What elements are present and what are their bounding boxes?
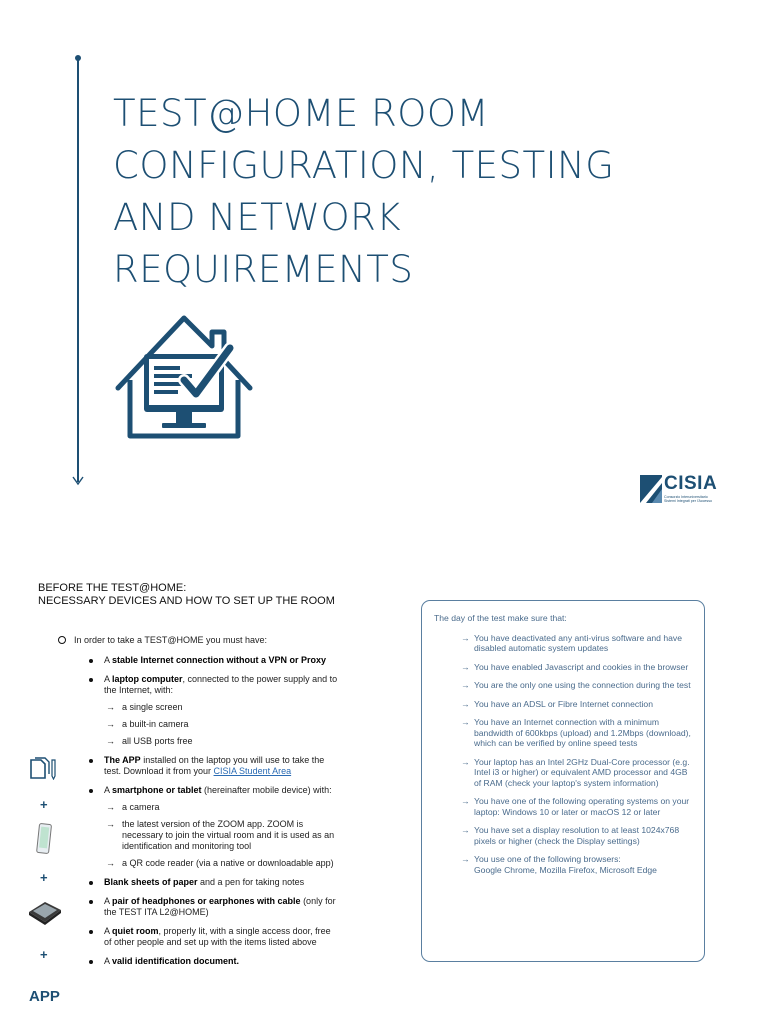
sub-item: → the latest version of the ZOOM app. ZOOM is necessary to join the virtual room and it is used as an identification and monitoring tool xyxy=(106,819,339,852)
list-item: A valid identification document. xyxy=(89,956,339,967)
list-item: Blank sheets of paper and a pen for taking notes xyxy=(89,877,339,888)
sub-item: → all USB ports free xyxy=(106,736,339,747)
checklist-item: → You have an Internet connection with a minimum bandwidth of 600kbps (upload) and 1.2Mbps (download), which can be verified by online speed tests xyxy=(434,717,694,749)
list-item: A smartphone or tablet (hereinafter mobile device) with: → a camera → the latest version of the ZOOM app. ZOOM is necessary to join the virtual room and it is used as an identification and monitoring tool → a QR code reader (via a native or downloadable app) xyxy=(89,785,339,869)
logo-wordmark: CISIA xyxy=(664,473,718,494)
browsers-intro: → You use one of the following browsers: xyxy=(474,854,621,864)
laptop-icon xyxy=(27,896,63,926)
cisia-logo-mark-icon xyxy=(640,475,662,503)
timeline-line xyxy=(77,60,79,482)
title-line-3: AND NETWORK xyxy=(113,196,402,239)
list-item: A stable Internet connection without a VPN or Proxy xyxy=(89,655,339,666)
plus-icon: + xyxy=(40,797,48,812)
section-title-line-1: BEFORE THE TEST@HOME: xyxy=(38,582,187,594)
browsers-list: Google Chrome, Mozilla Firefox, Microsoft Edge xyxy=(474,864,657,875)
sub-item: → a camera xyxy=(106,802,339,813)
test-day-checklist xyxy=(421,600,705,962)
title-line-1: TEST@HOME ROOM xyxy=(113,92,489,135)
sub-list xyxy=(106,802,339,869)
logo-subtitle-line-2: Sistemi Integrati per l'Accesso xyxy=(664,499,713,503)
sub-item: → a single screen xyxy=(106,702,339,713)
app-label: APP xyxy=(29,988,60,1005)
sub-item: → a built-in camera xyxy=(106,719,339,730)
checklist-item: → You have one of the following operating systems on your laptop: Windows 10 or later or macOS 12 or later xyxy=(434,796,694,817)
intro-line xyxy=(58,635,267,645)
logo-subtitle xyxy=(664,495,728,503)
page-title xyxy=(113,88,673,296)
sub-list xyxy=(106,702,339,747)
section-title xyxy=(38,582,338,608)
timeline-arrow-icon xyxy=(71,474,85,486)
checklist-item: → You have set a display resolution to at least 1024x768 pixels or higher (check the Display settings) xyxy=(434,825,694,846)
checklist-intro: The day of the test make sure that: xyxy=(434,613,567,623)
requirements-list xyxy=(89,655,339,975)
smartphone-icon xyxy=(35,823,53,855)
checklist-item: → You have an ADSL or Fibre Internet connection xyxy=(434,699,694,710)
plus-icon: + xyxy=(40,870,48,885)
checklist-item: → You have enabled Javascript and cookies in the browser xyxy=(434,662,694,673)
checklist-item: → You have deactivated any anti-virus software and have disabled automatic system updates xyxy=(434,633,694,654)
intro-text: In order to take a TEST@HOME you must have: xyxy=(74,635,268,645)
checklist-item xyxy=(434,854,694,875)
list-item: The APP installed on the laptop you will use to take the test. Download it from your CISIA Student Area xyxy=(89,755,339,777)
list-item: A pair of headphones or earphones with cable (only for the TEST ITA L2@HOME) xyxy=(89,896,339,918)
circle-bullet-icon xyxy=(58,636,66,644)
title-line-4: REQUIREMENTS xyxy=(113,248,414,291)
cisia-logo xyxy=(640,473,730,507)
checklist-item: → You are the only one using the connection during the test xyxy=(434,680,694,691)
list-item: A quiet room, properly lit, with a single access door, free of other people and set up with the items listed above xyxy=(89,926,339,948)
documents-icon xyxy=(27,756,57,780)
cisia-student-area-link[interactable]: CISIA Student Area xyxy=(213,766,292,776)
sub-item: → a QR code reader (via a native or downloadable app) xyxy=(106,858,339,869)
section-title-line-2: NECESSARY DEVICES AND HOW TO SET UP THE ROOM xyxy=(38,595,335,607)
logo-subtitle-line-1: Consorzio Interuniversitario xyxy=(664,495,708,499)
title-line-2: CONFIGURATION, TESTING xyxy=(113,144,615,187)
home-computer-check-icon xyxy=(112,310,257,442)
list-item: A laptop computer, connected to the power supply and to the Internet, with: → a single screen → a built-in camera → all USB ports free xyxy=(89,674,339,747)
checklist-item: → Your laptop has an Intel 2GHz Dual-Core processor (e.g. Intel i3 or higher) or equivalent AMD processor and 4GB of RAM (check your laptop's system information) xyxy=(434,757,694,789)
plus-icon: + xyxy=(40,947,48,962)
